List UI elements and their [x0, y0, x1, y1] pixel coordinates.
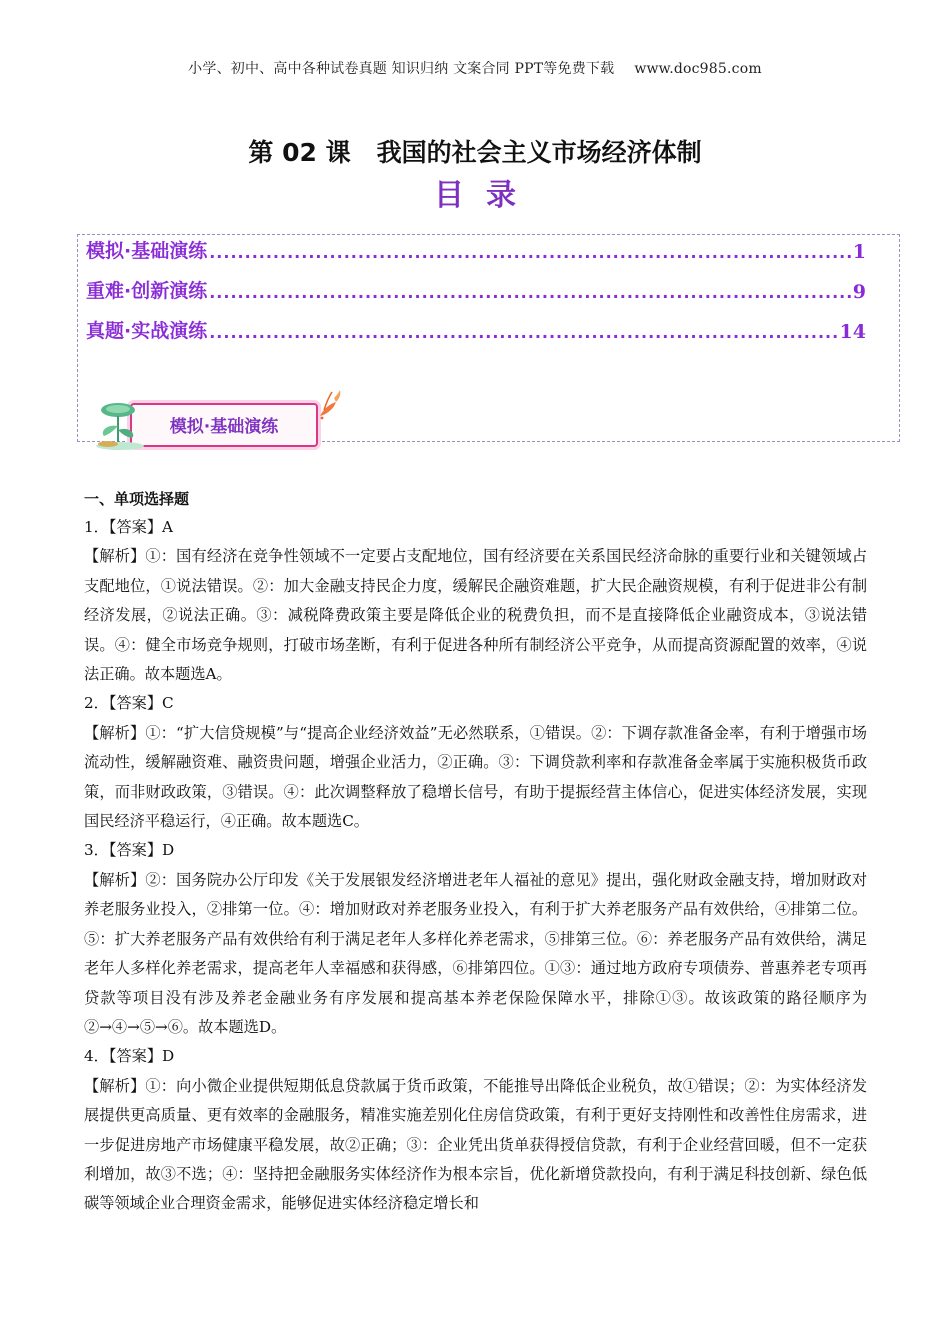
analysis-q4: 【解析】①：向小微企业提供短期低息贷款属于货币政策，不能推导出降低企业税负，故①错误；②：为实体经济发展提供更高质量、更有效率的金融服务，精准实施差别化住房信贷政策，有利于更好支持刚性和改善性住房需求，进一步促进房地产市场健康平稳发展，故②正确；③：企业凭出货单获得授信贷款，有利于企业经营回暖，但不一定获利增加，故③不选；④：坚持把金融服务实体经济作为根本宗旨，优化新增贷款投向，有利于满足科技创新、绿色低碳等领域企业合理资金需求，能够促进实体经济稳定增长和	[84, 1076, 867, 1213]
toc-item-label: 模拟·基础演练	[86, 240, 208, 262]
analysis-q1: 【解析】①：国有经济在竞争性领域不一定要占支配地位，国有经济要在关系国民经济命脉的重要行业和关键领域占支配地位，①说法错误。②：加大金融支持民企力度，缓解民企融资难题，扩大民企融资规模，有利于促进非公有制经济发展，②说法正确。③：减税降费政策主要是降低企业的税费负担，而不是直接降低企业融资成本，③说法错误。④：健全市场竞争规则，打破市场垄断，有利于促进各种所有制经济公平竞争，从而提高资源配置的效率，④说法正确。故本题选A。	[84, 547, 867, 684]
toc-leader-dots	[209, 243, 851, 263]
site-header-text: 小学、初中、高中各种试卷真题 知识归纳 文案合同 PPT等免费下载	[188, 61, 615, 77]
banner-label: 模拟·基础演练	[169, 417, 279, 437]
toc-item-page: 9	[852, 281, 866, 303]
lotus-leaf-icon	[92, 396, 152, 452]
toc-leader-dots	[209, 323, 837, 343]
toc-item-label: 真题·实战演练	[86, 320, 208, 342]
section-banner	[92, 384, 342, 452]
toc-item-label: 重难·创新演练	[86, 280, 208, 302]
toc-item-basic-practice[interactable]	[86, 235, 866, 263]
analysis-q2: 【解析】①：“扩大信贷规模”与“提高企业经济效益”无必然联系，①错误。②：下调存款准备金率，有利于增强市场流动性，缓解融资难、融资贵问题，增强企业活力，②正确。③：下调贷款利率和存款准备金率属于实施积极货币政策，而非财政政策，③错误。④：此次调整释放了稳增长信号，有助于提振经营主体信心，促进实体经济发展，实现国民经济平稳运行，④正确。故本题选C。	[84, 723, 867, 831]
site-header	[0, 58, 950, 78]
analysis-q3: 【解析】②：国务院办公厅印发《关于发展银发经济增进老年人福祉的意见》提出，强化财政金融支持，增加财政对养老服务业投入，②排第一位。④：增加财政对养老服务业投入，有利于扩大养老服务产品有效供给，④排第二位。⑤：扩大养老服务产品有效供给有利于满足老年人多样化养老需求，⑤排第三位。⑥：养老服务产品有效供给，满足老年人多样化养老需求，提高老年人幸福感和获得感，⑥排第四位。①③：通过地方政府专项债券、普惠养老专项再贷款等项目没有涉及养老金融业务有序发展和提高基本养老保险保障水平，排除①③。故该政策的路径顺序为②→④→⑤→⑥。故本题选D。	[84, 870, 867, 1036]
toc-heading: 目录	[434, 178, 538, 213]
toc-leader-dots	[209, 283, 851, 303]
answer-line-q3: 3．【答案】D	[84, 841, 175, 860]
section-heading: 一、单项选择题	[84, 490, 190, 508]
answer-line-q4: 4．【答案】D	[84, 1047, 175, 1066]
toc-item-real-exam-practice[interactable]	[86, 315, 866, 343]
site-header-url[interactable]: www.doc985.com	[634, 61, 762, 77]
toc-item-page: 14	[839, 321, 866, 343]
toc-item-innovation-practice[interactable]	[86, 275, 866, 303]
answer-line-q2: 2．【答案】C	[84, 694, 174, 713]
answer-content	[84, 513, 867, 1219]
lesson-number: 第 02 课	[248, 138, 351, 167]
lesson-title	[0, 133, 950, 169]
answer-line-q1: 1．【答案】A	[84, 518, 173, 536]
toc-item-page: 1	[852, 241, 866, 263]
lesson-name: 我国的社会主义市场经济体制	[376, 138, 702, 167]
goldfish-icon	[314, 384, 344, 424]
